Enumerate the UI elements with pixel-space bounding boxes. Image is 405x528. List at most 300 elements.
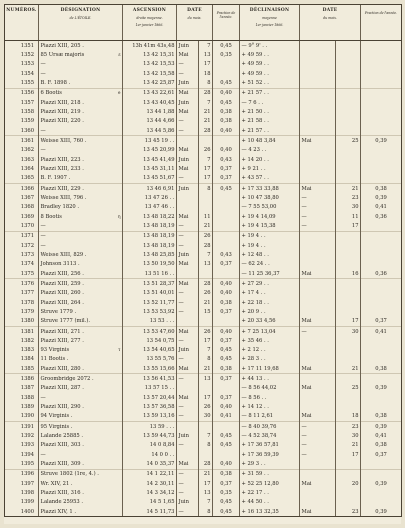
dec-date-day	[336, 507, 361, 517]
ra-date-month	[177, 374, 199, 384]
dec-year-fraction	[361, 469, 402, 479]
ra-date-day	[199, 488, 213, 497]
ra-date-month	[177, 402, 199, 411]
row-number	[5, 469, 39, 479]
ra-year-fraction	[213, 450, 240, 459]
right-ascension	[123, 336, 177, 345]
star-designation	[39, 289, 123, 298]
row-number-text: 1396	[20, 471, 34, 478]
right-ascension	[123, 393, 177, 402]
table-row	[5, 98, 402, 107]
dec-date-day	[336, 374, 361, 384]
ra-year-fraction	[213, 117, 240, 126]
row-number	[5, 441, 39, 450]
dec-date-month	[300, 41, 336, 51]
dec-year-fraction	[361, 69, 402, 78]
declination	[240, 231, 300, 241]
dec-date-month	[300, 374, 336, 384]
row-number	[5, 212, 39, 221]
star-designation-text: Johnson 3113 .	[40, 261, 80, 268]
declination-text: + 2 12 . .	[241, 347, 266, 354]
ra-date-month-text: Mai	[178, 261, 189, 268]
dec-date-day-text: 30	[351, 328, 359, 335]
dec-date-day	[336, 317, 361, 327]
ra-year-fraction	[213, 498, 240, 507]
declination-text: + 10 48 3,84	[241, 137, 276, 144]
row-number-text: 1399	[20, 499, 34, 506]
star-designation-text: —	[40, 70, 46, 77]
row-number	[5, 507, 39, 517]
table-row	[5, 346, 402, 355]
declination	[240, 364, 300, 374]
ra-year-fraction	[213, 88, 240, 98]
right-ascension-text: 13 50 19,50	[143, 261, 175, 268]
ra-year-fraction-text: 0,37	[220, 337, 232, 344]
dec-date-day	[336, 260, 361, 269]
table-row	[5, 336, 402, 345]
dec-date-day	[336, 136, 361, 146]
row-number	[5, 384, 39, 393]
right-ascension-text: 13 52 11,77	[143, 299, 175, 306]
declination	[240, 298, 300, 307]
ra-date-day-text: 17	[203, 394, 211, 401]
dec-date-day-text: 23	[351, 194, 359, 201]
ra-date-month	[177, 307, 199, 316]
ra-date-month-text: —	[178, 471, 184, 478]
right-ascension-text: 13 57 20,44	[143, 394, 175, 401]
dec-year-fraction	[361, 326, 402, 336]
dec-date-day	[336, 78, 361, 88]
row-number-text: 1351	[20, 42, 34, 49]
declination	[240, 269, 300, 279]
right-ascension-text: 14 1 22,11	[146, 471, 175, 478]
right-ascension	[123, 203, 177, 212]
dec-date-day	[336, 193, 361, 202]
ra-date-month-text: Mai	[178, 165, 189, 172]
ra-date-day	[199, 479, 213, 488]
row-number	[5, 60, 39, 69]
ra-date-day	[199, 269, 213, 279]
dec-date-month	[300, 155, 336, 164]
right-ascension-text: 13 42 25,87	[143, 79, 175, 86]
ra-date-day-text: 17	[203, 337, 211, 344]
ra-date-day	[199, 50, 213, 59]
row-number	[5, 326, 39, 336]
star-designation	[39, 479, 123, 488]
ra-date-month	[177, 479, 199, 488]
right-ascension-text: 13 59 13,16	[143, 413, 175, 420]
row-number	[5, 488, 39, 497]
declination	[240, 136, 300, 146]
table-row	[5, 412, 402, 422]
right-ascension-text: 13 59 . . .	[149, 423, 175, 430]
ra-date-month	[177, 431, 199, 440]
ra-year-fraction	[213, 402, 240, 411]
ra-date-day	[199, 183, 213, 193]
ra-year-fraction	[213, 431, 240, 440]
declination	[240, 422, 300, 432]
row-number-text: 1386	[20, 376, 34, 383]
right-ascension	[123, 507, 177, 517]
dec-date-day-text: 25	[351, 385, 359, 392]
right-ascension	[123, 241, 177, 250]
row-number-text: 1384	[20, 356, 34, 363]
declination	[240, 450, 300, 459]
bayer-letter: ε	[118, 51, 121, 57]
ra-date-month	[177, 469, 199, 479]
star-designation	[39, 336, 123, 345]
ra-date-month-text: —	[178, 308, 184, 315]
declination-text: — 8 40 39,76	[241, 423, 277, 430]
star-designation-text: Piazzi XIII, 233 .	[40, 165, 84, 172]
ra-date-month-text: Mai	[178, 365, 189, 372]
table-row	[5, 393, 402, 402]
dec-date-month	[300, 212, 336, 221]
ra-year-fraction	[213, 155, 240, 164]
dec-date-month	[300, 298, 336, 307]
ra-year-fraction-text: 0,45	[220, 442, 232, 449]
ra-date-day-text: 8	[207, 442, 211, 449]
row-number-text: 1371	[20, 233, 34, 240]
dec-date-day	[336, 183, 361, 193]
dec-date-month	[300, 269, 336, 279]
star-designation-text: Struve 1777 (mil.).	[40, 318, 91, 325]
star-designation-text: —	[40, 127, 46, 134]
ra-date-month	[177, 88, 199, 98]
table-row	[5, 203, 402, 212]
table-row	[5, 326, 402, 336]
star-designation	[39, 50, 123, 59]
dec-date-month	[300, 431, 336, 440]
dec-date-day	[336, 412, 361, 422]
right-ascension	[123, 498, 177, 507]
ra-year-fraction	[213, 441, 240, 450]
ra-year-fraction	[213, 469, 240, 479]
table-row	[5, 136, 402, 146]
declination	[240, 307, 300, 316]
dec-date-month	[300, 193, 336, 202]
dec-year-fraction	[361, 507, 402, 517]
ra-year-fraction-text: 0,40	[220, 461, 232, 468]
right-ascension-text: 13 47 46 . .	[144, 204, 175, 211]
dec-date-month	[300, 164, 336, 173]
ra-year-fraction	[213, 298, 240, 307]
table-row	[5, 107, 402, 116]
star-designation-text: Piazzi XIII, 303 .	[40, 442, 84, 449]
ra-date-day-text: 21	[203, 108, 211, 115]
right-ascension	[123, 298, 177, 307]
declination-text: + 21 57 . .	[241, 127, 269, 134]
dec-year-fraction-text: 0,41	[375, 204, 387, 211]
dec-date-day	[336, 231, 361, 241]
ra-date-month	[177, 326, 199, 336]
table-header-row	[5, 5, 402, 41]
dec-date-month	[300, 402, 336, 411]
right-ascension	[123, 69, 177, 78]
ra-date-month	[177, 393, 199, 402]
dec-date-day	[336, 203, 361, 212]
table-row	[5, 317, 402, 327]
right-ascension	[123, 269, 177, 279]
star-designation-text: Piazzi XIII, 229 .	[40, 185, 84, 192]
ra-date-day	[199, 336, 213, 345]
star-designation	[39, 107, 123, 116]
ra-date-day-text: 17	[203, 165, 211, 172]
ra-date-day	[199, 450, 213, 459]
star-designation-text: 8 Bootis	[40, 213, 62, 220]
dec-year-fraction	[361, 183, 402, 193]
ra-date-day-text: 11	[203, 213, 211, 220]
row-number	[5, 250, 39, 259]
star-designation	[39, 459, 123, 469]
ra-year-fraction-text: 0,43	[220, 156, 232, 163]
table-row	[5, 174, 402, 184]
star-designation-text: Piazzi XIII, 287 .	[40, 385, 84, 392]
row-number	[5, 422, 39, 432]
ra-date-day-text: 7	[207, 99, 211, 106]
star-designation-text: —	[40, 242, 46, 249]
right-ascension	[123, 422, 177, 432]
ra-year-fraction-text: 0,35	[220, 51, 232, 58]
right-ascension-text: 13 45 31,11	[143, 165, 175, 172]
ra-date-month-text: Juin	[178, 156, 189, 163]
ra-year-fraction	[213, 78, 240, 88]
header-declinaison: DÉCLINAISON moyenne 1er janvier 1866.	[240, 5, 300, 41]
right-ascension	[123, 364, 177, 374]
ra-date-day-text: 18	[203, 70, 211, 77]
ra-date-month	[177, 146, 199, 155]
dec-date-month	[300, 136, 336, 146]
dec-year-fraction	[361, 431, 402, 440]
right-ascension	[123, 250, 177, 259]
ra-year-fraction	[213, 374, 240, 384]
ra-year-fraction-text: 0,38	[220, 108, 232, 115]
table-row	[5, 78, 402, 88]
dec-date-day	[336, 364, 361, 374]
declination-text: + 14 12 . .	[241, 404, 269, 411]
star-designation-text: Bradley 1820 .	[40, 204, 80, 211]
ra-year-fraction	[213, 289, 240, 298]
dec-date-month-text: Mai	[301, 318, 312, 325]
declination	[240, 279, 300, 289]
ra-date-day-text: 30	[203, 413, 211, 420]
row-number-text: 1394	[20, 451, 34, 458]
right-ascension-text: 13 42 15,53	[143, 61, 175, 68]
right-ascension	[123, 260, 177, 269]
right-ascension	[123, 98, 177, 107]
ra-date-day	[199, 374, 213, 384]
declination-text: — 8 56 . .	[241, 394, 267, 401]
ra-date-month	[177, 336, 199, 345]
ra-date-month-text: —	[178, 356, 184, 363]
ra-year-fraction	[213, 307, 240, 316]
dec-date-month-text: —	[301, 433, 307, 440]
right-ascension	[123, 412, 177, 422]
ra-date-day	[199, 412, 213, 422]
row-number	[5, 241, 39, 250]
star-designation	[39, 88, 123, 98]
ra-year-fraction	[213, 346, 240, 355]
dec-year-fraction	[361, 422, 402, 432]
ra-year-fraction-text: 0,43	[220, 251, 232, 258]
dec-year-fraction	[361, 402, 402, 411]
right-ascension-text: 13 43 40,45	[143, 99, 175, 106]
dec-date-day	[336, 498, 361, 507]
dec-year-fraction	[361, 441, 402, 450]
ra-year-fraction-text: 0,45	[220, 356, 232, 363]
declination-text: + 49 59 . .	[241, 61, 269, 68]
dec-year-fraction-text: 0,36	[375, 270, 387, 277]
catalogue-page	[4, 4, 401, 524]
star-designation	[39, 231, 123, 241]
declination-text: — 11 25 36,37	[241, 270, 280, 277]
ra-date-month-text: —	[178, 508, 184, 515]
ra-date-month-text: Mai	[178, 51, 189, 58]
star-designation-text: Weisse XIII, 796 .	[40, 194, 87, 201]
ra-date-day-text: 13	[203, 376, 211, 383]
ra-date-month	[177, 346, 199, 355]
ra-date-month-text: —	[178, 118, 184, 125]
star-designation	[39, 174, 123, 184]
ra-date-day-text: 21	[203, 365, 211, 372]
star-designation-text: Weisse XIII, 829 .	[40, 251, 87, 258]
ra-year-fraction-text: 0,40	[220, 404, 232, 411]
table-row	[5, 69, 402, 78]
dec-year-fraction	[361, 221, 402, 231]
star-designation	[39, 69, 123, 78]
dec-date-month	[300, 441, 336, 450]
row-number-text: 1364	[20, 165, 34, 172]
ra-date-month	[177, 412, 199, 422]
declination	[240, 469, 300, 479]
ra-year-fraction-text: 0,35	[220, 490, 232, 497]
star-designation	[39, 431, 123, 440]
table-row	[5, 441, 402, 450]
ra-date-day	[199, 289, 213, 298]
row-number-text: 1382	[20, 337, 34, 344]
dec-year-fraction	[361, 203, 402, 212]
dec-date-month-text: Mai	[301, 365, 312, 372]
ra-date-month	[177, 241, 199, 250]
dec-year-fraction	[361, 393, 402, 402]
dec-date-day-text: 17	[351, 222, 359, 229]
table-row	[5, 260, 402, 269]
row-number	[5, 69, 39, 78]
ra-date-day	[199, 279, 213, 289]
right-ascension	[123, 155, 177, 164]
ra-year-fraction	[213, 212, 240, 221]
dec-year-fraction-text: 0,39	[375, 194, 387, 201]
dec-date-month	[300, 479, 336, 488]
dec-date-month	[300, 384, 336, 393]
ra-date-day	[199, 221, 213, 231]
dec-year-fraction	[361, 374, 402, 384]
ra-year-fraction-text: 0,37	[220, 165, 232, 172]
dec-date-month	[300, 393, 336, 402]
ra-date-month	[177, 221, 199, 231]
star-designation	[39, 384, 123, 393]
row-number-text: 1356	[20, 90, 34, 97]
row-number-text: 1352	[20, 51, 34, 58]
declination-text: + 16 13 32,35	[241, 508, 279, 515]
dec-date-day	[336, 298, 361, 307]
ra-date-day	[199, 212, 213, 221]
star-designation-text: Struve 1802 (1re, 4.) .	[40, 471, 99, 478]
ra-date-month-text: Mai	[178, 90, 189, 97]
ra-date-month-text: Juin	[178, 347, 189, 354]
ra-date-month	[177, 126, 199, 136]
star-designation-text: Piazzi XIII, 260 .	[40, 290, 84, 297]
declination	[240, 336, 300, 345]
ra-date-month-text: —	[178, 242, 184, 249]
ra-date-month-text: —	[178, 490, 184, 497]
dec-year-fraction	[361, 279, 402, 289]
declination-text: + 52 25 12,80	[241, 480, 279, 487]
row-number	[5, 346, 39, 355]
declination	[240, 88, 300, 98]
ra-year-fraction-text: 0,45	[220, 347, 232, 354]
ra-date-day	[199, 98, 213, 107]
dec-date-day	[336, 326, 361, 336]
declination	[240, 441, 300, 450]
declination	[240, 107, 300, 116]
dec-year-fraction	[361, 212, 402, 221]
declination	[240, 374, 300, 384]
dec-date-day-text: 30	[351, 433, 359, 440]
ra-date-day-text: 28	[203, 280, 211, 287]
dec-year-fraction	[361, 307, 402, 316]
row-number	[5, 336, 39, 345]
dec-year-fraction	[361, 479, 402, 488]
star-designation-text: Lalande 25953 .	[40, 499, 83, 506]
right-ascension-text: 13 54 40,65	[143, 347, 175, 354]
ra-date-month-text: —	[178, 376, 184, 383]
row-number-text: 1387	[20, 385, 34, 392]
ra-year-fraction	[213, 384, 240, 393]
star-designation	[39, 307, 123, 316]
ra-year-fraction-text: 0,45	[220, 499, 232, 506]
star-designation-text: Struve 1779 .	[40, 308, 77, 315]
ra-date-month-text: —	[178, 442, 184, 449]
declination	[240, 183, 300, 193]
table-row	[5, 307, 402, 316]
row-number	[5, 98, 39, 107]
ra-year-fraction-text: 0,38	[220, 299, 232, 306]
right-ascension-text: 14 0 8,84	[149, 442, 175, 449]
row-number	[5, 174, 39, 184]
row-number	[5, 203, 39, 212]
declination-text: + 14 20 . .	[241, 156, 269, 163]
row-number-text: 1375	[20, 270, 34, 277]
declination-text: + 29 3 . .	[241, 461, 266, 468]
star-designation	[39, 98, 123, 107]
dec-date-month	[300, 203, 336, 212]
ra-year-fraction-text: 0,37	[220, 480, 232, 487]
bayer-letter: e	[118, 90, 121, 96]
dec-date-day	[336, 336, 361, 345]
ra-date-day-text: 17	[203, 61, 211, 68]
dec-year-fraction	[361, 241, 402, 250]
star-designation-text: 85 Ursæ majoris	[40, 51, 85, 58]
right-ascension	[123, 374, 177, 384]
row-number-text: 1366	[20, 185, 34, 192]
row-number-text: 1365	[20, 175, 34, 182]
star-designation	[39, 469, 123, 479]
declination	[240, 98, 300, 107]
ra-year-fraction	[213, 326, 240, 336]
row-number	[5, 41, 39, 51]
star-designation	[39, 488, 123, 497]
